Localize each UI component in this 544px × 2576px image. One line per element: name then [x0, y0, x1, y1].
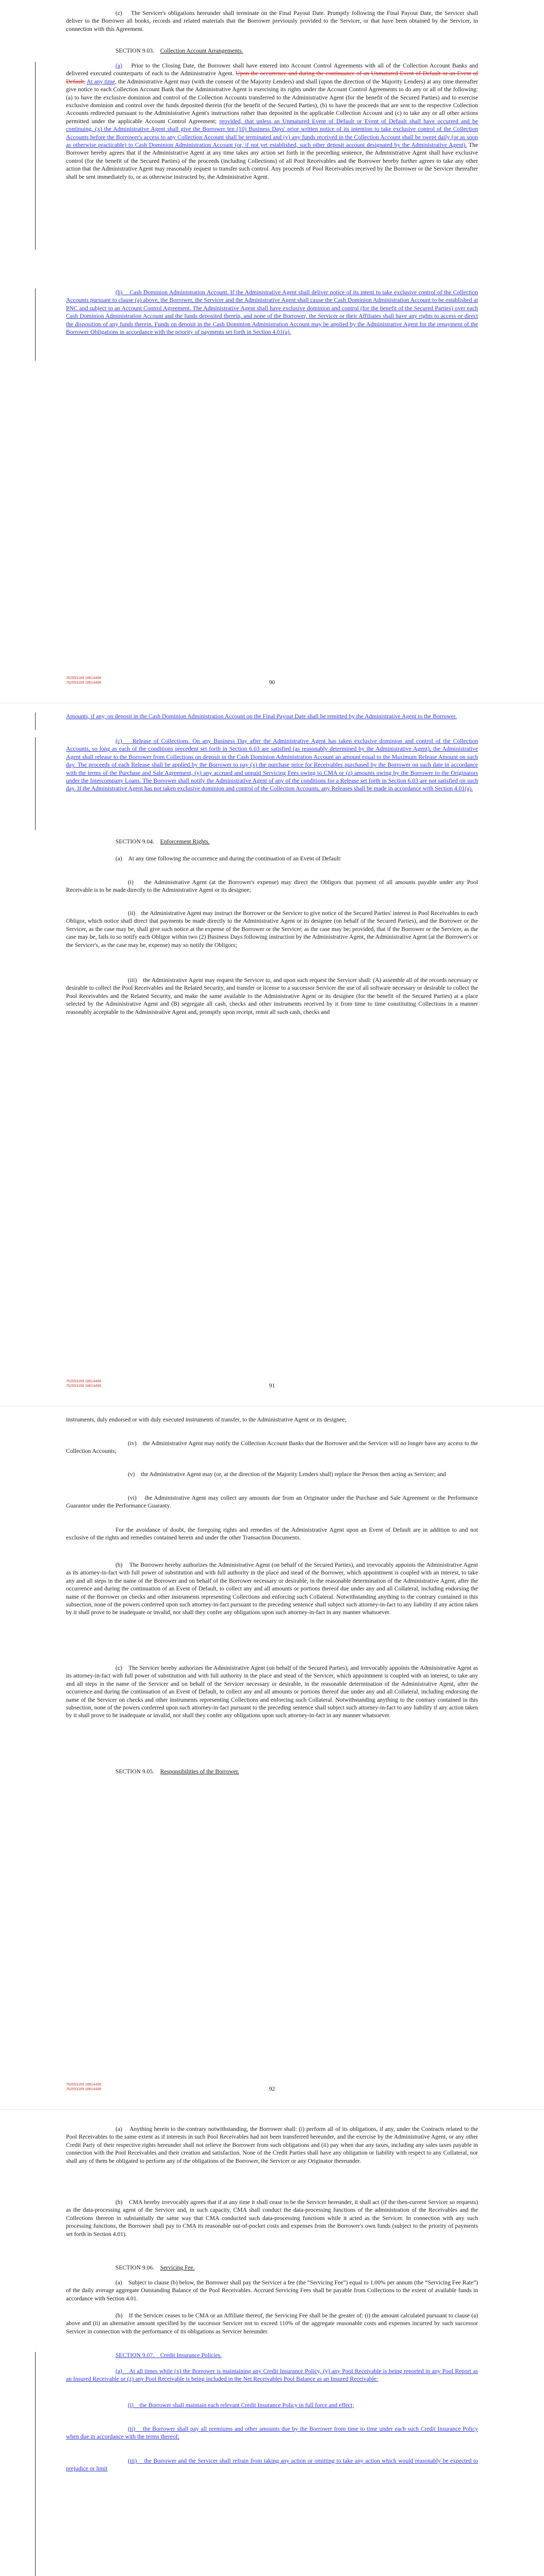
para-9-07-a: (a) At all times while (x) the Borrower is maintaining any Credit Insurance Policy, (y) any Pool Receivable is being reported in any Pool Report as an Insured Receivable or (z) any Pool Receivable is being included in the Net Receivables Pool Balance as an Insured Receivable:	[66, 2368, 478, 2383]
change-bar	[35, 737, 36, 830]
para-iii-continued: instruments, duly endorsed or with duly executed instruments of transfer, to the Administrative Agent or its designee;	[66, 1416, 347, 1423]
page-91	[0, 703, 544, 1406]
change-bar	[35, 2352, 36, 2576]
section-heading-9-05	[116, 1768, 239, 1775]
page-92	[0, 1406, 544, 2110]
para-9-04-a-i: (i) the Administrative Agent (at the Borrower's expense) may direct the Obligors that payment of all amounts payable under any Pool Receivable is to be made directly to the Administrative Agent or its designee;	[66, 879, 478, 894]
para-9-04-a-ii: (ii) the Administrative Agent may instruct the Borrower or the Servicer to give notice of the Secured Parties' interest in Pool Receivables to each Obligor, which notice shall direct that payments be made directly to the Administrative Agent or its designee (on behalf of the Secured Parties), and the Borrower or the Servicer, as the case may be, shall give such notice at the expense of the Borrower or the Servicer, as the case may be; provided, that if the Borrower or the Servicer, as the case may be, fails to so notify each Obligor within two (2) Business Days following instruction by the Administrative Agent, the Administrative Agent (at the Borrower's or the Servicer's, as the case may be, expense) may so notify the Obligors;	[66, 910, 478, 948]
page-number: 92	[269, 2086, 275, 2092]
para-9-02-c: (c) The Servicer's obligations hereunder shall terminate on the Final Payout Date. Promptly following the Final Payout Date, the Servicer shall deliver to the Borrower all books, records and related materials that the Borrower previously provided to the Servicer, or that have been obtained by the Servicer, in connection with this Agreement.	[66, 10, 478, 32]
inserted-text: At any time,	[87, 78, 117, 85]
change-bar	[35, 713, 36, 730]
para-9-07-a-iii: (iii) the Borrower and the Servicer shall refrain from taking any action or omitting to take any action which would reasonably be expected to prejudice or limit	[66, 2458, 478, 2472]
doc-id-line: 762553169 18614408	[66, 1384, 102, 1388]
section-title: Servicing Fee.	[160, 2264, 195, 2271]
text-run: The Borrower hereby agrees that if the Administrative Agent at any time takes any action set forth in the preceding sentence, the Administrative Agent shall have exclusive control (for the benefit of the Secured Parties) of the proceeds (including Collections) of all Pool Receivables and the Borrower hereby further agrees to take any other action that the Administrative Agent may reasonably request to transfer such control. Any proceeds of Pool Receivables received by the Borrower or the Servicer thereafter shall be sent immediately to, or as otherwise instructed by, the Administrative Agent.	[66, 142, 478, 180]
clause-label: (a)	[116, 62, 122, 69]
text-run: Prior to the Closing Date, the Borrower shall have entered into Account Control Agreements with all of the Collection Account Banks and delivered executed counterparts of each to the Administrative Agent.	[66, 62, 478, 77]
para-9-04-a-iii: (iii) the Administrative Agent may request the Servicer to, and upon such request the Servicer shall: (A) assemble all of the records necessary or desirable to collect the Pool Receivables and the Related Security, and transfer or license to a successor Servicer the use of all software necessary or desirable to collect the Pool Receivables and the Related Security, and make the same available to the Administrative Agent or its designee (for the benefit of the Secured Parties) at a place selected by the Administrative Agent and (B) segregate all cash, checks and other instruments received by it from time to time constituting Collections in a manner reasonably acceptable to the Administrative Agent and, promptly upon receipt, remit all such cash, checks and	[66, 977, 478, 1015]
para-9-04-c: (c) The Servicer hereby authorizes the Administrative Agent (on behalf of the Secured Parties), and irrevocably appoints the Administrative Agent as its attorney-in-fact with full power of substitution and with full authority in the place and stead of the Servicer, which appointment is coupled with an interest, to take any and all steps in the name of the Servicer and on behalf of the Servicer necessary or desirable, in the reasonable determination of the Administrative Agent, after the occurrence and during the continuation of an Event of Default, to collect any and all amounts or portions thereof due under any and all Collateral, including endorsing the name of the Servicer on checks and other instruments representing Collections and enforcing such Collateral. Notwithstanding anything to the contrary contained in this subsection, none of the powers conferred upon such attorney-in-fact pursuant to the preceding sentence shall subject such attorney-in-fact to any liability if any action taken by it shall prove to be inadequate or invalid, nor shall they confer any obligations upon such attorney-in-fact in any manner whatsoever.	[66, 1665, 478, 1719]
para-9-07-a-ii: (ii) the Borrower shall pay all premiums and other amounts due by the Borrower from time to time under each such Credit Insurance Policy when due in accordance with the terms thereof;	[66, 2426, 478, 2441]
page-90	[0, 0, 544, 703]
para-9-04-b: (b) The Borrower hereby authorizes the Administrative Agent (on behalf of the Secured Parties), and irrevocably appoints the Administrative Agent as its attorney-in-fact with full power of substitution and with full authority in the place and stead of the Borrower, which appointment is coupled with an interest, to take any and all steps in the name of the Borrower and on behalf of the Borrower necessary or desirable, in the reasonable determination of the Administrative Agent, after the occurrence and during the continuation of an Event of Default, to collect any and all amounts or portions thereof due under any and all Collateral, including endorsing the name of the Borrower on checks and other instruments representing Collections and enforcing such Collateral. Notwithstanding anything to the contrary contained in this subsection, none of the powers conferred upon such attorney-in-fact pursuant to the preceding sentence shall subject such attorney-in-fact to any liability if any action taken by it shall prove to be inadequate or invalid, nor shall they confer any obligations upon such attorney-in-fact in any manner whatsoever.	[66, 1562, 478, 1616]
section-number: SECTION 9.04.	[116, 838, 155, 845]
para-9-05-a: (a) Anything herein to the contrary notwithstanding, the Borrower shall: (i) perform all of its obligations, if any, under the Contracts related to the Pool Receivables to the same extent as if interests in such Pool Receivables had not been transferred hereunder, and the exercise by the Administrative Agent, or any other Credit Party of their respective rights hereunder shall not relieve the Borrower from such obligations and (ii) pay when due any taxes, including any sales taxes payable in connection with the Pool Receivables and their creation and satisfaction. None of the Credit Parties shall have any obligation or liability with respect to any Collateral, nor shall any of them be obligated to perform any of the obligations of the Borrower, the Servicer or any Originator thereunder.	[66, 2126, 478, 2164]
page-93	[0, 2110, 544, 2576]
para-9-03-b: (b) Cash Dominion Administration Account. If the Administrative Agent shall deliver notice of its intent to take exclusive control of the Collection Accounts pursuant to clause (a) above, the Borrower, the Servicer and the Administrative Agent shall cause the Cash Dominion Administration Account to be established at PNC and subject to an Account Control Agreement. The Administrative Agent shall have exclusive dominion and control (for the benefit of the Secured Parties) over each Cash Dominion Administration Account and the funds deposited therein, and none of the Borrower, the Servicer or their Affiliates shall have any rights to access or direct the disposition of any funds therein. Funds on deposit in the Cash Dominion Administration Account may be applied by the Administrative Agent for the repayment of the Borrower Obligations in accordance with the priority of payments set forth in Section 4.01(a).	[66, 289, 478, 336]
section-number: SECTION 9.05.	[116, 1768, 155, 1775]
para-9-06-a: (a) Subject to clause (b) below, the Borrower shall pay the Servicer a fee (the “Servicing Fee”) equal to 1.00% per annum (the “Servicing Fee Rate”) of the daily average aggregate Outstanding Balance of the Pool Receivables. Accrued Servicing Fees shall be payable from Collections to the extent of available funds in accordance with Section 4.01.	[66, 2279, 478, 2302]
para-9-04-a-iv: (iv) the Administrative Agent may notify the Collection Account Banks that the Borrower and the Servicer will no longer have any access to the Collection Accounts;	[66, 1440, 478, 1455]
doc-id-line: 762553169 18614408	[66, 681, 102, 685]
change-bar	[35, 62, 36, 250]
para-9-04-a-v: (v) the Administrative Agent may (or, at the direction of the Majority Lenders shall) replace the Person then acting as Servicer; and	[128, 1471, 446, 1478]
section-number: SECTION 9.03.	[116, 47, 155, 54]
change-bar	[35, 289, 36, 361]
text-run: the Administrative Agent may (with the consent of the Majority Lenders) and shall (upon the direction of the Majority Lenders) at any time thereafter give notice to each Collection Account Bank that the Administrative Agent is exercising its rights under the Account Control Agreements to do any or all of the following: (a) to have the exclusive dominion and control of the Collection Accounts transferred to the Administrative Agent (for the benefit of the Secured Parties) and to exercise exclusive dominion and control over the funds deposited therein (for the benefit of the Secured Parties), (b) to have the proceeds that are sent to the respective Collection Accounts redirected pursuant to the Administrative Agent's instructions rather than deposited in the applicable Collection Account and (c) to take any or all other actions permitted under the applicable Account Control Agreement;	[66, 78, 478, 125]
section-title: Credit Insurance Policies.	[160, 2352, 222, 2359]
para-9-05-b: (b) CMA hereby irrevocably agrees that if at any time it shall cease to be the Servicer hereunder, it shall act (if the then-current Servicer so requests) as the data-processing agent of the Servicer and, in such capacity, CMA shall conduct the data-processing functions of the administration of the Receivables and the Collections thereon in substantially the same way that CMA conducted such data-processing functions while it acted as the Servicer. In connection with any such processing functions, the Borrower shall pay to CMA its reasonable out-of-pocket costs and expenses from the Borrower's own funds (subject to the priority of payments set forth in Section 4.01).	[66, 2199, 478, 2238]
section-heading-9-06	[116, 2264, 195, 2271]
section-title: Enforcement Rights.	[160, 838, 210, 845]
para-9-07-a-i: (i) the Borrower shall maintain each relevant Credit Insurance Policy in full force and effect;	[128, 2402, 354, 2409]
document-id	[66, 1379, 101, 1388]
para-cash-dominion-continued: Amounts, if any, on deposit in the Cash Dominion Administration Account on the Final Payout Date shall be remitted by the Administrative Agent to the Borrower.	[66, 713, 457, 720]
doc-id-line: 762553169 18614408	[66, 1380, 102, 1383]
section-title: Collection Account Arrangements.	[160, 47, 243, 54]
para-9-03-c: (c) Release of Collections. On any Business Day after the Administrative Agent has taken exclusive dominion and control of the Collection Accounts, so long as each of the conditions precedent set forth in Section 6.03 are satisfied (as reasonably determined by the Administrative Agent), the Administrative Agent shall release to the Borrower from Collections on deposit in the Cash Dominion Administration Account an amount equal to the Maximum Release Amount on such day. The proceeds of each Release shall be applied by the Borrower to pay (x) the purchase price for Receivables purchased by the Borrower on such date in accordance with the terms of the Purchase and Sale Agreement, (y) any accrued and unpaid Servicing Fees owing to CMA or (z) amounts owing by the Borrower to the Originators under the Intercompany Loans. The Borrower shall notify the Administrative Agent of any of the conditions for a Release set forth in Section 6.03 are not satisfied on such day. If the Administrative Agent has not taken exclusive dominion and control of the Collection Accounts, any Releases shall be made in accordance with Section 4.01(a).	[66, 738, 478, 792]
section-title: Responsibilities of the Borrower.	[160, 1768, 239, 1775]
section-number: SECTION 9.06.	[116, 2264, 155, 2271]
section-heading-9-03	[116, 47, 243, 54]
document-id	[66, 676, 101, 685]
inserted-text: provided, that unless an Unmatured Event of Default or Event of Default shall have occurred and be continuing, (x) the Administrative Agent shall give the Borrower ten (10) Business Days' prior written notice of its intention to take exclusive control of the Collection Accounts before the Borrower's access to any Collection Account shall be terminated and (y) any funds received in the Collection Account shall be swept daily (or as soon as otherwise practicable) to Cash Dominion Administration Account (or, if not yet established, such other deposit account designated by the Administrative Agent).	[66, 117, 478, 149]
document-id	[66, 2082, 101, 2092]
doc-id-line: 762553169 18614408	[66, 2088, 102, 2091]
para-9-03-a	[66, 62, 478, 181]
doc-id-line: 762553169 18614408	[66, 676, 102, 680]
section-number: SECTION 9.07.	[116, 2352, 155, 2359]
page-number: 91	[269, 1382, 275, 1389]
section-heading-9-04	[116, 838, 210, 845]
deleted-text: Upon the occurrence and during the continuance of an Unmatured Event of Default or an Event of Default,	[66, 70, 478, 85]
section-heading-9-07	[116, 2352, 222, 2359]
para-9-06-b: (b) If the Servicer ceases to be CMA or an Affiliate thereof, the Servicing Fee shall be the greater of: (i) the amount calculated pursuant to clause (a) above and (ii) an alternative amount specified by the successor Servicer not to exceed 110% of the aggregate reasonable costs and expenses incurred by such successor Servicer in connection with the performance of its obligations as Servicer hereunder.	[66, 2312, 478, 2335]
para-9-04-a-vi: (vi) the Administrative Agent may collect any amounts due from an Originator under the Purchase and Sale Agreement or the Performance Guarantor under the Performance Guaranty.	[66, 1495, 478, 1510]
para-avoidance-of-doubt: For the avoidance of doubt, the foregoing rights and remedies of the Administrative Agent upon an Event of Default are in addition to and not exclusive of the rights and remedies contained herein and under the other Transaction Documents.	[66, 1527, 478, 1541]
para-9-04-a: (a) At any time following the occurrence and during the continuation of an Event of Default:	[116, 855, 342, 862]
page-number: 90	[269, 679, 275, 686]
doc-id-line: 762553169 18614408	[66, 2083, 102, 2087]
